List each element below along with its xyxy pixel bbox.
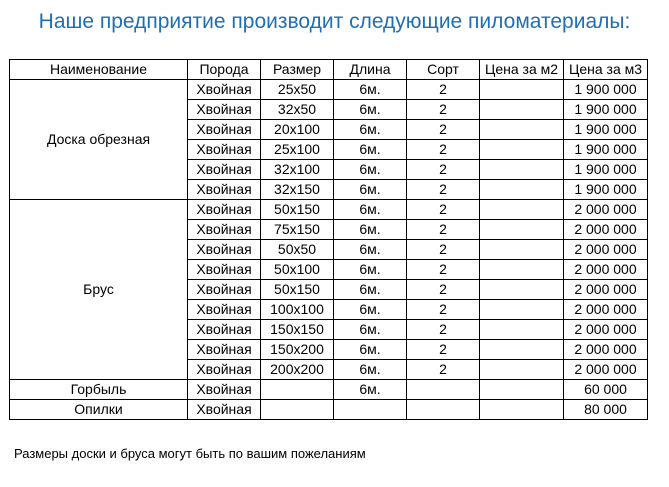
wood-cell: Хвойная: [188, 80, 261, 100]
price-m2-cell: [480, 300, 564, 320]
header-wood: Порода: [188, 60, 261, 80]
header-grade: Сорт: [407, 60, 480, 80]
wood-cell: Хвойная: [188, 240, 261, 260]
grade-cell: 2: [407, 100, 480, 120]
grade-cell: 2: [407, 320, 480, 340]
wood-cell: Хвойная: [188, 200, 261, 220]
price-m2-cell: [480, 160, 564, 180]
price-m2-cell: [480, 340, 564, 360]
wood-cell: Хвойная: [188, 100, 261, 120]
size-cell: 50x150: [261, 280, 334, 300]
price-m3-cell: 80 000: [564, 400, 648, 420]
wood-cell: Хвойная: [188, 260, 261, 280]
price-m3-cell: 2 000 000: [564, 220, 648, 240]
price-m2-cell: [480, 100, 564, 120]
price-m2-cell: [480, 220, 564, 240]
size-cell: 50x50: [261, 240, 334, 260]
size-cell: 50x150: [261, 200, 334, 220]
length-cell: 6м.: [334, 200, 407, 220]
wood-cell: Хвойная: [188, 340, 261, 360]
length-cell: 6м.: [334, 240, 407, 260]
price-m2-cell: [480, 320, 564, 340]
size-cell: 150x150: [261, 320, 334, 340]
price-m3-cell: 1 900 000: [564, 120, 648, 140]
header-price-m3: Цена за м3: [564, 60, 648, 80]
wood-cell: Хвойная: [188, 400, 261, 420]
grade-cell: 2: [407, 300, 480, 320]
size-cell: 25x50: [261, 80, 334, 100]
grade-cell: 2: [407, 140, 480, 160]
table-row: [10, 380, 648, 400]
product-name-cell: Горбыль: [10, 380, 188, 400]
price-m3-cell: 1 900 000: [564, 80, 648, 100]
wood-cell: Хвойная: [188, 220, 261, 240]
length-cell: 6м.: [334, 260, 407, 280]
length-cell: 6м.: [334, 180, 407, 200]
price-m3-cell: 1 900 000: [564, 100, 648, 120]
product-name-cell: Брус: [10, 200, 188, 380]
grade-cell: 2: [407, 360, 480, 380]
size-cell: [261, 380, 334, 400]
length-cell: 6м.: [334, 220, 407, 240]
footnote: Размеры доски и бруса могут быть по вашим пожеланиям: [14, 446, 366, 461]
length-cell: 6м.: [334, 380, 407, 400]
header-price-m2: Цена за м2: [480, 60, 564, 80]
price-m2-cell: [480, 360, 564, 380]
wood-cell: Хвойная: [188, 300, 261, 320]
wood-cell: Хвойная: [188, 380, 261, 400]
size-cell: 32x50: [261, 100, 334, 120]
price-m3-cell: 2 000 000: [564, 360, 648, 380]
grade-cell: 2: [407, 80, 480, 100]
grade-cell: 2: [407, 240, 480, 260]
product-name-cell: Доска обрезная: [10, 80, 188, 200]
price-m3-cell: 2 000 000: [564, 260, 648, 280]
price-m3-cell: 1 900 000: [564, 160, 648, 180]
size-cell: [261, 400, 334, 420]
grade-cell: [407, 380, 480, 400]
wood-cell: Хвойная: [188, 320, 261, 340]
grade-cell: 2: [407, 180, 480, 200]
length-cell: 6м.: [334, 320, 407, 340]
price-m2-cell: [480, 400, 564, 420]
length-cell: 6м.: [334, 280, 407, 300]
price-m2-cell: [480, 140, 564, 160]
header-length: Длина: [334, 60, 407, 80]
length-cell: 6м.: [334, 80, 407, 100]
size-cell: 25x100: [261, 140, 334, 160]
page-title: Наше предприятие производит следующие пиломатериалы:: [38, 10, 631, 33]
length-cell: 6м.: [334, 140, 407, 160]
size-cell: 200x200: [261, 360, 334, 380]
price-m2-cell: [480, 120, 564, 140]
price-m3-cell: 2 000 000: [564, 320, 648, 340]
table-body: [10, 80, 648, 420]
table-row: [10, 80, 648, 100]
length-cell: 6м.: [334, 340, 407, 360]
grade-cell: 2: [407, 200, 480, 220]
length-cell: 6м.: [334, 360, 407, 380]
wood-cell: Хвойная: [188, 280, 261, 300]
price-table: [9, 59, 648, 420]
wood-cell: Хвойная: [188, 120, 261, 140]
price-m3-cell: 1 900 000: [564, 180, 648, 200]
length-cell: 6м.: [334, 120, 407, 140]
price-m3-cell: 2 000 000: [564, 300, 648, 320]
size-cell: 100x100: [261, 300, 334, 320]
price-m2-cell: [480, 260, 564, 280]
price-m2-cell: [480, 240, 564, 260]
price-m3-cell: 2 000 000: [564, 200, 648, 220]
length-cell: 6м.: [334, 100, 407, 120]
price-m3-cell: 2 000 000: [564, 340, 648, 360]
price-m3-cell: 2 000 000: [564, 240, 648, 260]
header-name: Наименование: [10, 60, 188, 80]
price-m3-cell: 60 000: [564, 380, 648, 400]
size-cell: 20x100: [261, 120, 334, 140]
table-header-row: [10, 60, 648, 80]
price-m2-cell: [480, 280, 564, 300]
grade-cell: 2: [407, 260, 480, 280]
price-m3-cell: 2 000 000: [564, 280, 648, 300]
length-cell: 6м.: [334, 160, 407, 180]
size-cell: 32x150: [261, 180, 334, 200]
header-size: Размер: [261, 60, 334, 80]
wood-cell: Хвойная: [188, 160, 261, 180]
size-cell: 32x100: [261, 160, 334, 180]
wood-cell: Хвойная: [188, 360, 261, 380]
price-m2-cell: [480, 380, 564, 400]
size-cell: 50x100: [261, 260, 334, 280]
product-name-cell: Опилки: [10, 400, 188, 420]
length-cell: 6м.: [334, 300, 407, 320]
price-m2-cell: [480, 80, 564, 100]
grade-cell: 2: [407, 340, 480, 360]
price-m3-cell: 1 900 000: [564, 140, 648, 160]
grade-cell: [407, 400, 480, 420]
grade-cell: 2: [407, 280, 480, 300]
wood-cell: Хвойная: [188, 180, 261, 200]
table-row: [10, 200, 648, 220]
grade-cell: 2: [407, 160, 480, 180]
price-m2-cell: [480, 180, 564, 200]
length-cell: [334, 400, 407, 420]
grade-cell: 2: [407, 120, 480, 140]
table-row: [10, 400, 648, 420]
price-m2-cell: [480, 200, 564, 220]
wood-cell: Хвойная: [188, 140, 261, 160]
grade-cell: 2: [407, 220, 480, 240]
size-cell: 150x200: [261, 340, 334, 360]
size-cell: 75x150: [261, 220, 334, 240]
